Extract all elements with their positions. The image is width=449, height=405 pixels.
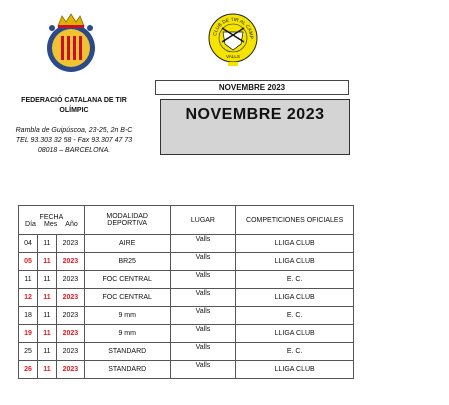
cell-dia: 18 [19,307,38,325]
federation-logo [42,12,100,74]
federation-name [4,96,144,116]
cell-competicion: LLIGA CLUB [236,289,354,307]
month-title: NOVEMBRE 2023 [160,99,350,155]
cell-modalidad: STANDARD [84,361,170,379]
header-modalidad-line1: MODALIDAD [106,213,148,220]
cell-ano: 2023 [56,325,84,343]
table-row [19,307,354,325]
cell-modalidad: AIRE [84,235,170,253]
table-row [19,343,354,361]
header-mes: Mes [44,221,58,228]
table-row [19,271,354,289]
cell-competicion: E. C. [236,307,354,325]
cell-competicion: LLIGA CLUB [236,235,354,253]
cell-competicion: LLIGA CLUB [236,361,354,379]
cell-mes: 11 [37,235,56,253]
cell-competicion: LLIGA CLUB [236,253,354,271]
club-logo [208,12,258,68]
cell-lugar: Valls [170,361,236,379]
cell-mes: 11 [37,289,56,307]
table-row [19,235,354,253]
cell-mes: 11 [37,271,56,289]
cell-modalidad: 9 mm [84,325,170,343]
header-ano: Año [65,221,78,228]
cell-dia: 11 [19,271,38,289]
header-modalidad [84,206,170,235]
header-lugar: LUGAR [170,206,236,235]
header-fecha-label: FECHA [39,214,64,221]
schedule-table [18,205,354,379]
cell-modalidad: FOC CENTRAL [84,271,170,289]
cell-competicion: E. C. [236,343,354,361]
cell-dia: 04 [19,235,38,253]
cell-modalidad: FOC CENTRAL [84,289,170,307]
header-modalidad-line2: DEPORTIVA [107,220,148,227]
cell-mes: 11 [37,343,56,361]
cell-competicion: LLIGA CLUB [236,325,354,343]
cell-lugar: Valls [170,253,236,271]
cell-ano: 2023 [56,253,84,271]
table-row [19,325,354,343]
cell-lugar: Valls [170,343,236,361]
header-fecha [19,206,85,235]
month-label-small: NOVEMBRE 2023 [155,80,349,95]
table-row [19,289,354,307]
federation-address-line2: TEL 93.303 32 58 - Fax 93.307 47 73 [15,137,133,144]
table-row [19,253,354,271]
cell-ano: 2023 [56,307,84,325]
cell-dia: 05 [19,253,38,271]
club-logo-top-text: CLUB DE TIR AL CAMP [213,17,254,40]
federation-address-line1: Rambla de Guipúscoa, 23-25, 2n B-C [15,127,133,134]
cell-dia: 25 [19,343,38,361]
cell-lugar: Valls [170,289,236,307]
federation-name-line1: FEDERACIÓ CATALANA DE TIR [21,97,127,104]
cell-dia: 19 [19,325,38,343]
federation-address [4,126,144,156]
cell-ano: 2023 [56,361,84,379]
cell-mes: 11 [37,361,56,379]
club-logo-bottom-text: VALLS [226,54,240,59]
cell-dia: 12 [19,289,38,307]
header-dia: Día [25,221,36,228]
cell-dia: 26 [19,361,38,379]
cell-lugar: Valls [170,325,236,343]
cell-modalidad: 9 mm [84,307,170,325]
cell-mes: 11 [37,307,56,325]
cell-ano: 2023 [56,235,84,253]
cell-modalidad: BR25 [84,253,170,271]
cell-lugar: Valls [170,307,236,325]
cell-mes: 11 [37,253,56,271]
federation-address-line3: 08018 – BARCELONA. [37,147,111,154]
cell-mes: 11 [37,325,56,343]
cell-competicion: E. C. [236,271,354,289]
federation-name-line2: OLÍMPIC [59,107,89,114]
cell-lugar: Valls [170,271,236,289]
cell-ano: 2023 [56,289,84,307]
cell-ano: 2023 [56,271,84,289]
table-header-row [19,206,354,235]
cell-modalidad: STANDARD [84,343,170,361]
cell-ano: 2023 [56,343,84,361]
table-row [19,361,354,379]
cell-lugar: Valls [170,235,236,253]
header-competiciones: COMPETICIONES OFICIALES [236,206,354,235]
